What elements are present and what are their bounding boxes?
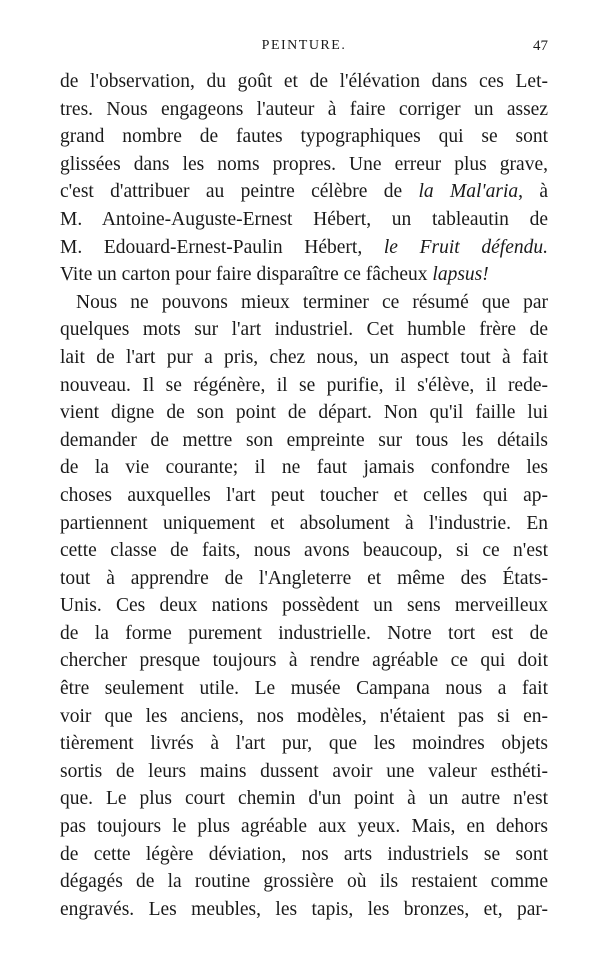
text-line — [60, 565, 548, 593]
text-segment: M. Edouard-Ernest-Paulin Hébert, — [60, 236, 384, 258]
text-line — [60, 868, 548, 896]
text-line — [60, 592, 548, 620]
text-line — [60, 454, 548, 482]
text-line — [60, 730, 548, 758]
text-segment: de la vie courante; il ne faut jamais confondre les — [60, 457, 548, 479]
text-segment: chercher presque toujours à rendre agréable ce qui doit — [60, 650, 548, 672]
text-line — [60, 372, 548, 400]
text-segment: Unis. Ces deux nations possèdent un sens merveilleux — [60, 595, 548, 617]
text-line — [60, 896, 548, 924]
text-segment: pas toujours le plus agréable aux yeux. Mais, en dehors — [60, 816, 548, 838]
text-line — [60, 316, 548, 344]
page-number: 47 — [533, 38, 548, 54]
text-segment: sortis de leurs mains dussent avoir une valeur esthéti- — [60, 760, 548, 782]
running-head — [60, 38, 548, 60]
text-segment: vient digne de son point de départ. Non qu'il faille lui — [60, 402, 548, 424]
text-line — [60, 510, 548, 538]
text-segment: dégagés de la routine grossière où ils restaient comme — [60, 871, 548, 893]
text-segment: voir que les anciens, nos modèles, n'étaient pas si en- — [60, 705, 548, 727]
text-segment: de la forme purement industrielle. Notre tort est de — [60, 622, 548, 644]
text-line — [60, 261, 548, 289]
text-line — [60, 813, 548, 841]
italic-text: lapsus! — [432, 264, 489, 286]
text-segment: Vite un carton pour faire disparaître ce fâcheux — [60, 264, 433, 286]
text-segment: grand nombre de fautes typographiques qui se sont — [60, 126, 548, 148]
text-line — [60, 703, 548, 731]
text-line — [60, 289, 548, 317]
text-segment: que. Le plus court chemin d'un point à un autre n'est — [60, 788, 548, 810]
text-line — [60, 206, 548, 234]
text-segment: tièrement livrés à l'art pur, que les moindres objets — [60, 733, 548, 755]
text-segment: de cette légère déviation, nos arts industriels se sont — [60, 843, 548, 865]
text-segment: M. Antoine-Auguste-Ernest Hébert, un tableautin de — [60, 208, 548, 230]
text-segment: tres. Nous engageons l'auteur à faire corriger un assez — [60, 98, 548, 120]
text-line — [60, 427, 548, 455]
running-title: PEINTURE. — [261, 38, 347, 53]
text-line — [60, 96, 548, 124]
text-line — [60, 482, 548, 510]
text-line — [60, 758, 548, 786]
text-segment: c'est d'attribuer au peintre célèbre de — [60, 181, 419, 203]
text-line — [60, 675, 548, 703]
text-segment: demander de mettre son empreinte sur tous les détails — [60, 429, 548, 451]
text-segment: partiennent uniquement et absolument à l'industrie. En — [60, 512, 548, 534]
text-segment: cette classe de faits, nous avons beaucoup, si ce n'est — [60, 540, 548, 562]
italic-text: la Mal'aria — [418, 181, 519, 203]
text-segment: nouveau. Il se régénère, il se purifie, il s'élève, il rede- — [60, 374, 548, 396]
text-segment: engravés. Les meubles, les tapis, les bronzes, et, par- — [60, 898, 548, 920]
text-line — [60, 151, 548, 179]
italic-text: le Fruit défendu. — [383, 236, 548, 258]
text-segment: tout à apprendre de l'Angleterre et même des États- — [60, 567, 548, 589]
text-line — [60, 234, 548, 262]
text-line — [60, 647, 548, 675]
text-segment: , à — [518, 181, 548, 203]
body-text — [60, 68, 548, 923]
text-line — [60, 620, 548, 648]
text-line — [60, 841, 548, 869]
text-line — [60, 123, 548, 151]
text-segment: glissées dans les noms propres. Une erreur plus grave, — [60, 153, 548, 175]
text-segment: être seulement utile. Le musée Campana nous a fait — [60, 678, 548, 700]
text-line — [60, 178, 548, 206]
text-line — [60, 785, 548, 813]
text-segment: Nous ne pouvons mieux terminer ce résumé que par — [76, 291, 548, 313]
text-line — [60, 344, 548, 372]
text-segment: quelques mots sur l'art industriel. Cet humble frère de — [60, 319, 548, 341]
text-segment: lait de l'art pur a pris, chez nous, un aspect tout à fait — [60, 346, 548, 368]
text-line — [60, 399, 548, 427]
text-segment: choses auxquelles l'art peut toucher et celles qui ap- — [60, 484, 548, 506]
text-line — [60, 68, 548, 96]
text-line — [60, 537, 548, 565]
text-segment: de l'observation, du goût et de l'élévation dans ces Let- — [60, 71, 548, 92]
